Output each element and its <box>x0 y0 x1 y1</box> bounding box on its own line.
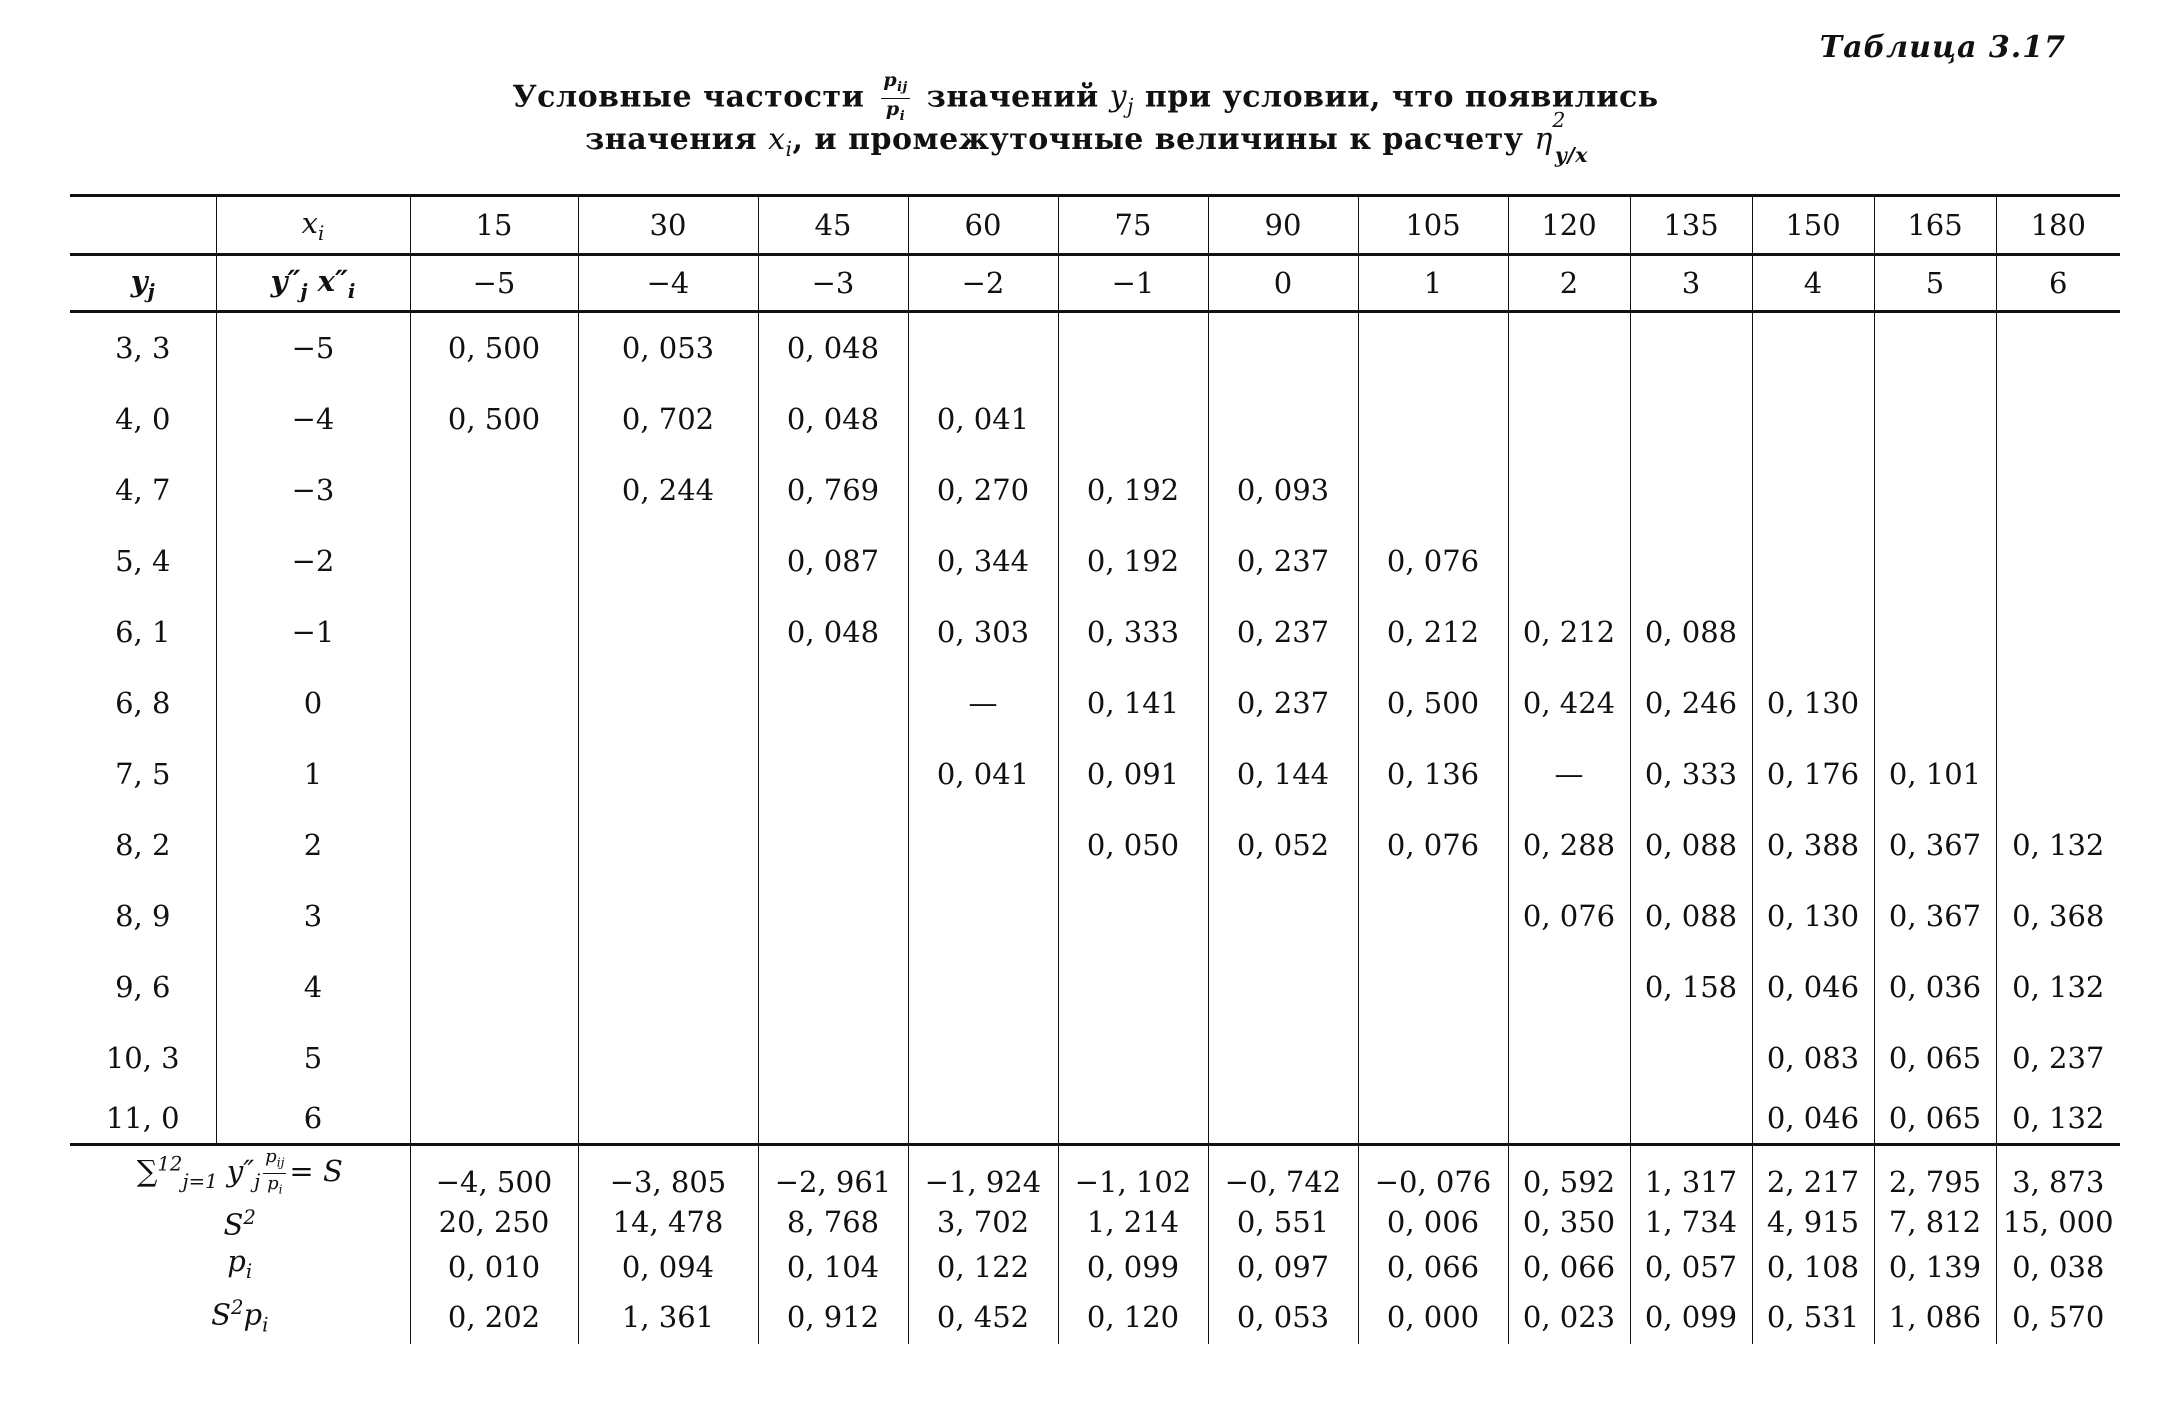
table-cell <box>1058 880 1208 951</box>
table-cell <box>908 1022 1058 1093</box>
eta-sub: y/x <box>1554 143 1588 167</box>
s2-row-value: 14, 478 <box>578 1200 758 1243</box>
table-cell <box>410 667 578 738</box>
row-y-value: 6, 1 <box>115 614 171 649</box>
sum-s-row-value: −1, 924 <box>908 1145 1058 1200</box>
table-cell <box>1630 526 1752 597</box>
row-y-coded: −3 <box>216 455 410 526</box>
row-y-value: 3, 3 <box>115 331 171 366</box>
table-title-line-2 <box>0 108 2171 167</box>
table-row <box>70 596 2120 667</box>
table-cell: 0, 132 <box>1996 951 2120 1022</box>
p-row-value: 0, 108 <box>1752 1243 1874 1290</box>
table-cell: 0, 065 <box>1874 1093 1996 1145</box>
p-row-value: 0, 097 <box>1208 1243 1358 1290</box>
title-var-y: y <box>1109 79 1128 115</box>
title-var-y-sub: j <box>1127 94 1134 119</box>
table-cell: 0, 088 <box>1630 596 1752 667</box>
table-cell <box>1630 384 1752 455</box>
table-cell: — <box>908 667 1058 738</box>
table-cell <box>1630 1022 1752 1093</box>
table-cell: 0, 130 <box>1752 667 1874 738</box>
table-cell <box>1996 596 2120 667</box>
table-cell: 0, 158 <box>1630 951 1752 1022</box>
table-cell: 0, 053 <box>578 311 758 383</box>
title-text-b: значений <box>926 79 1099 115</box>
header-x-coded: −5 <box>410 255 578 311</box>
sum-s-row-value: −4, 500 <box>410 1145 578 1200</box>
table-cell: 0, 333 <box>1058 596 1208 667</box>
header-x-value: 75 <box>1058 196 1208 255</box>
s2p-row-value: 0, 053 <box>1208 1290 1358 1344</box>
table-cell <box>410 455 578 526</box>
table-cell: 0, 076 <box>1358 526 1508 597</box>
table-cell: 0, 088 <box>1630 809 1752 880</box>
table-row <box>70 1093 2120 1145</box>
table-cell <box>1996 667 2120 738</box>
table-cell <box>578 880 758 951</box>
table-cell <box>758 667 908 738</box>
table-row <box>70 738 2120 809</box>
table-cell: 0, 132 <box>1996 1093 2120 1145</box>
table-cell <box>1058 1093 1208 1145</box>
title-var-x: x <box>768 122 786 157</box>
row-y-coded: −2 <box>216 526 410 597</box>
header-x-coded: 5 <box>1874 255 1996 311</box>
table-number: Таблица 3.17 <box>1819 30 2066 65</box>
eta-sup: 2 <box>1552 108 1566 132</box>
table-cell: 0, 500 <box>410 311 578 383</box>
table-cell: 0, 048 <box>758 311 908 383</box>
s2-row-value: 1, 734 <box>1630 1200 1752 1243</box>
header-x-value: 60 <box>908 196 1058 255</box>
header-x-value: 120 <box>1508 196 1630 255</box>
sum-s-row-value: −3, 805 <box>578 1145 758 1200</box>
table-cell: 0, 212 <box>1358 596 1508 667</box>
row-y-coded: −1 <box>216 596 410 667</box>
table-row <box>70 384 2120 455</box>
table-cell: 0, 333 <box>1630 738 1752 809</box>
header-x-label: $x_i$ <box>216 196 410 255</box>
sum-s-row-value: −1, 102 <box>1058 1145 1208 1200</box>
row-y-coded: 2 <box>216 809 410 880</box>
s2-row <box>70 1200 2120 1243</box>
table-cell <box>1208 1093 1358 1145</box>
row-y-coded: −5 <box>216 311 410 383</box>
table-cell: 0, 088 <box>1630 880 1752 951</box>
fraction-numerator-sub: ij <box>897 79 908 95</box>
table-cell <box>1058 1022 1208 1093</box>
table-cell <box>1208 880 1358 951</box>
row-y-coded: 6 <box>216 1093 410 1145</box>
table-title-line-1 <box>0 70 2171 127</box>
fraction-numerator: p <box>883 69 898 91</box>
header-y-label: $y_j$ <box>70 255 216 311</box>
table-cell <box>410 1093 578 1145</box>
table-cell <box>1508 1093 1630 1145</box>
table-cell: 0, 212 <box>1508 596 1630 667</box>
p-row-value: 0, 122 <box>908 1243 1058 1290</box>
table-row <box>70 1022 2120 1093</box>
table-cell <box>1996 526 2120 597</box>
title-eta <box>1534 108 1588 167</box>
sum-s-row-value: −0, 742 <box>1208 1145 1358 1200</box>
table-cell <box>1996 384 2120 455</box>
row-y-value: 6, 8 <box>115 685 171 720</box>
table-cell: 0, 087 <box>758 526 908 597</box>
table-cell: 0, 500 <box>410 384 578 455</box>
table-cell <box>410 951 578 1022</box>
table-cell: 0, 237 <box>1996 1022 2120 1093</box>
table-cell <box>1996 455 2120 526</box>
p-row-value: 0, 104 <box>758 1243 908 1290</box>
s2-row-value: 1, 214 <box>1058 1200 1208 1243</box>
table-cell: 0, 046 <box>1752 951 1874 1022</box>
s2-row-value: 4, 915 <box>1752 1200 1874 1243</box>
p-row-value: 0, 057 <box>1630 1243 1752 1290</box>
table-row <box>70 951 2120 1022</box>
table-cell <box>1358 455 1508 526</box>
table-cell: 0, 288 <box>1508 809 1630 880</box>
p-row-value: 0, 099 <box>1058 1243 1208 1290</box>
row-y-value: 11, 0 <box>105 1101 180 1136</box>
header-row-coded <box>70 255 2120 311</box>
header-x-coded: −2 <box>908 255 1058 311</box>
table-cell <box>758 738 908 809</box>
header-empty-cell <box>70 196 216 255</box>
s2-row-value: 7, 812 <box>1874 1200 1996 1243</box>
table-cell: 0, 101 <box>1874 738 1996 809</box>
header-row-x <box>70 196 2120 255</box>
sum-s-row-value: 2, 217 <box>1752 1145 1874 1200</box>
table-cell: 0, 270 <box>908 455 1058 526</box>
table-cell: 0, 041 <box>908 384 1058 455</box>
header-coded-label: $y''_j$ $x''_i$ <box>216 255 410 311</box>
table-cell: 0, 052 <box>1208 809 1358 880</box>
header-x-value: 165 <box>1874 196 1996 255</box>
sum-s-row-value: 0, 592 <box>1508 1145 1630 1200</box>
table-cell <box>758 1093 908 1145</box>
table-cell: 0, 367 <box>1874 809 1996 880</box>
s2p-row-value: 0, 452 <box>908 1290 1058 1344</box>
table-cell <box>1508 1022 1630 1093</box>
title-text-a: Условные частости <box>512 79 865 115</box>
row-y-value: 4, 0 <box>115 402 171 437</box>
table-cell: 0, 500 <box>1358 667 1508 738</box>
header-x-value: 105 <box>1358 196 1508 255</box>
s2p-row-value: 0, 912 <box>758 1290 908 1344</box>
header-x-value: 45 <box>758 196 908 255</box>
header-x-coded: −1 <box>1058 255 1208 311</box>
header-x-coded: 4 <box>1752 255 1874 311</box>
table-cell: 0, 091 <box>1058 738 1208 809</box>
table-cell <box>1058 951 1208 1022</box>
table-cell: 0, 130 <box>1752 880 1874 951</box>
table-cell <box>578 526 758 597</box>
table-cell <box>410 738 578 809</box>
table-cell <box>578 951 758 1022</box>
table-cell <box>578 596 758 667</box>
table-cell <box>1752 311 1874 383</box>
table-cell <box>1752 596 1874 667</box>
table-cell <box>1874 667 1996 738</box>
title-fraction <box>881 70 909 127</box>
title-text-e: , и промежуточные величины к расчету <box>792 122 1524 157</box>
p-row <box>70 1243 2120 1290</box>
table-cell <box>1630 1093 1752 1145</box>
header-x-coded: −4 <box>578 255 758 311</box>
sum-s-row <box>70 1145 2120 1200</box>
sum-s-row-value: 1, 317 <box>1630 1145 1752 1200</box>
table-cell <box>908 951 1058 1022</box>
sum-s-row-value: 2, 795 <box>1874 1145 1996 1200</box>
s2p-row-value: 0, 099 <box>1630 1290 1752 1344</box>
table-cell <box>1208 384 1358 455</box>
header-x-coded: 1 <box>1358 255 1508 311</box>
table-cell <box>1508 455 1630 526</box>
s2p-row-value: 0, 570 <box>1996 1290 2120 1344</box>
table-cell <box>1752 384 1874 455</box>
table-cell: 0, 050 <box>1058 809 1208 880</box>
header-x-value: 135 <box>1630 196 1752 255</box>
table-cell <box>1358 384 1508 455</box>
header-x-coded: −3 <box>758 255 908 311</box>
table-cell <box>908 880 1058 951</box>
table-cell <box>578 738 758 809</box>
table-cell <box>758 1022 908 1093</box>
conditional-frequency-table <box>70 194 2120 1344</box>
sum-s-row-value: −2, 961 <box>758 1145 908 1200</box>
s2p-row-value: 0, 531 <box>1752 1290 1874 1344</box>
header-x-value: 30 <box>578 196 758 255</box>
table-cell <box>908 311 1058 383</box>
row-y-coded: 4 <box>216 951 410 1022</box>
s2p-row-value: 0, 023 <box>1508 1290 1630 1344</box>
table-cell <box>578 667 758 738</box>
table-cell: 0, 702 <box>578 384 758 455</box>
p-row-value: 0, 139 <box>1874 1243 1996 1290</box>
table-row <box>70 880 2120 951</box>
table-row <box>70 526 2120 597</box>
row-y-coded: −4 <box>216 384 410 455</box>
p-row-label: $p_i$ <box>227 1244 253 1283</box>
table-cell <box>1358 1093 1508 1145</box>
table-cell <box>410 809 578 880</box>
table-cell <box>1358 311 1508 383</box>
header-x-value: 90 <box>1208 196 1358 255</box>
row-y-value: 9, 6 <box>115 969 171 1004</box>
table-cell <box>410 526 578 597</box>
table-cell <box>578 1093 758 1145</box>
table-cell <box>908 1093 1058 1145</box>
s2-row-label: $S^2$ <box>223 1206 256 1242</box>
s2p-row-value: 0, 202 <box>410 1290 578 1344</box>
row-y-coded: 0 <box>216 667 410 738</box>
table-cell <box>758 880 908 951</box>
table-cell: 0, 303 <box>908 596 1058 667</box>
table-cell <box>1358 880 1508 951</box>
table-cell: 0, 367 <box>1874 880 1996 951</box>
table-cell <box>578 1022 758 1093</box>
title-text-c: при условии, что появились <box>1144 79 1659 115</box>
table-cell <box>1630 455 1752 526</box>
s2p-row-value: 0, 000 <box>1358 1290 1508 1344</box>
table-row <box>70 311 2120 383</box>
table-cell <box>1752 455 1874 526</box>
table-cell <box>758 951 908 1022</box>
title-text-d: значения <box>585 122 758 157</box>
p-row-value: 0, 094 <box>578 1243 758 1290</box>
table-cell: 0, 046 <box>1752 1093 1874 1145</box>
table-cell: 0, 132 <box>1996 809 2120 880</box>
eta-symbol: η <box>1534 122 1553 157</box>
table-cell: 0, 176 <box>1752 738 1874 809</box>
table-cell: 0, 076 <box>1508 880 1630 951</box>
table-cell: 0, 048 <box>758 384 908 455</box>
table-cell <box>758 809 908 880</box>
s2p-row <box>70 1290 2120 1344</box>
table-cell: 0, 144 <box>1208 738 1358 809</box>
table-cell <box>410 880 578 951</box>
s2p-row-value: 1, 361 <box>578 1290 758 1344</box>
table-cell <box>1996 311 2120 383</box>
table-cell <box>1208 311 1358 383</box>
sum-s-row-value: −0, 076 <box>1358 1145 1508 1200</box>
table-cell: 0, 093 <box>1208 455 1358 526</box>
table-cell: 0, 065 <box>1874 1022 1996 1093</box>
table-cell <box>1508 311 1630 383</box>
fraction-denominator-sub: i <box>899 108 906 124</box>
table-cell: 0, 237 <box>1208 526 1358 597</box>
table-cell <box>1358 1022 1508 1093</box>
table-cell <box>1508 384 1630 455</box>
header-x-coded: 6 <box>1996 255 2120 311</box>
table-cell <box>1630 311 1752 383</box>
table-cell <box>1874 384 1996 455</box>
table-row <box>70 809 2120 880</box>
s2p-row-label: $S^2p_i$ <box>211 1296 269 1337</box>
s2-row-value: 3, 702 <box>908 1200 1058 1243</box>
table-cell: 0, 237 <box>1208 596 1358 667</box>
p-row-value: 0, 038 <box>1996 1243 2120 1290</box>
s2-row-value: 0, 350 <box>1508 1200 1630 1243</box>
header-x-value: 15 <box>410 196 578 255</box>
header-x-value: 150 <box>1752 196 1874 255</box>
row-y-coded: 1 <box>216 738 410 809</box>
table-row <box>70 455 2120 526</box>
s2-row-value: 0, 006 <box>1358 1200 1508 1243</box>
header-x-value: 180 <box>1996 196 2120 255</box>
table-cell <box>1058 311 1208 383</box>
sum-s-row-label: ∑$^{12}_{j=1}$ $y''_j$ $\frac{p_{ij}}{p_i}$ = S <box>70 1145 410 1200</box>
p-row-value: 0, 010 <box>410 1243 578 1290</box>
table-cell <box>908 809 1058 880</box>
p-row-value: 0, 066 <box>1508 1243 1630 1290</box>
table-cell <box>1874 311 1996 383</box>
row-y-coded: 3 <box>216 880 410 951</box>
header-x-coded: 0 <box>1208 255 1358 311</box>
table-cell: 0, 192 <box>1058 455 1208 526</box>
table-cell: 0, 076 <box>1358 809 1508 880</box>
table-cell <box>1508 951 1630 1022</box>
fraction-denominator: p <box>885 97 900 120</box>
s2p-row-value: 1, 086 <box>1874 1290 1996 1344</box>
row-y-value: 10, 3 <box>105 1040 180 1075</box>
row-y-value: 4, 7 <box>115 473 171 508</box>
sum-s-row-value: 3, 873 <box>1996 1145 2120 1200</box>
table-cell: 0, 368 <box>1996 880 2120 951</box>
table-cell <box>1874 526 1996 597</box>
table-cell <box>410 596 578 667</box>
table-cell: 0, 136 <box>1358 738 1508 809</box>
table-cell: 0, 424 <box>1508 667 1630 738</box>
header-x-coded: 2 <box>1508 255 1630 311</box>
table-cell <box>410 1022 578 1093</box>
table-cell: 0, 388 <box>1752 809 1874 880</box>
s2-row-value: 20, 250 <box>410 1200 578 1243</box>
table-cell: 0, 246 <box>1630 667 1752 738</box>
s2-row-value: 15, 000 <box>1996 1200 2120 1243</box>
table-cell: 0, 769 <box>758 455 908 526</box>
table-cell: — <box>1508 738 1630 809</box>
row-y-value: 5, 4 <box>115 543 171 578</box>
s2-row-value: 0, 551 <box>1208 1200 1358 1243</box>
row-y-value: 7, 5 <box>115 756 171 791</box>
s2-row-value: 8, 768 <box>758 1200 908 1243</box>
table-cell <box>1058 384 1208 455</box>
table-cell <box>1996 738 2120 809</box>
table-cell: 0, 192 <box>1058 526 1208 597</box>
table-cell <box>1358 951 1508 1022</box>
table-cell <box>1874 596 1996 667</box>
table-cell <box>1874 455 1996 526</box>
table-cell: 0, 083 <box>1752 1022 1874 1093</box>
table-cell <box>1752 526 1874 597</box>
table-cell <box>1208 951 1358 1022</box>
table-cell <box>578 809 758 880</box>
table-cell: 0, 237 <box>1208 667 1358 738</box>
row-y-value: 8, 2 <box>115 827 171 862</box>
row-y-value: 8, 9 <box>115 898 171 933</box>
table-cell: 0, 244 <box>578 455 758 526</box>
table-cell: 0, 344 <box>908 526 1058 597</box>
table-cell: 0, 141 <box>1058 667 1208 738</box>
table-row <box>70 667 2120 738</box>
table-cell: 0, 036 <box>1874 951 1996 1022</box>
header-x-coded: 3 <box>1630 255 1752 311</box>
title-var-x-sub: i <box>785 137 793 161</box>
table-cell: 0, 041 <box>908 738 1058 809</box>
table-cell: 0, 048 <box>758 596 908 667</box>
table-cell <box>1208 1022 1358 1093</box>
p-row-value: 0, 066 <box>1358 1243 1508 1290</box>
row-y-coded: 5 <box>216 1022 410 1093</box>
table-cell <box>1508 526 1630 597</box>
s2p-row-value: 0, 120 <box>1058 1290 1208 1344</box>
